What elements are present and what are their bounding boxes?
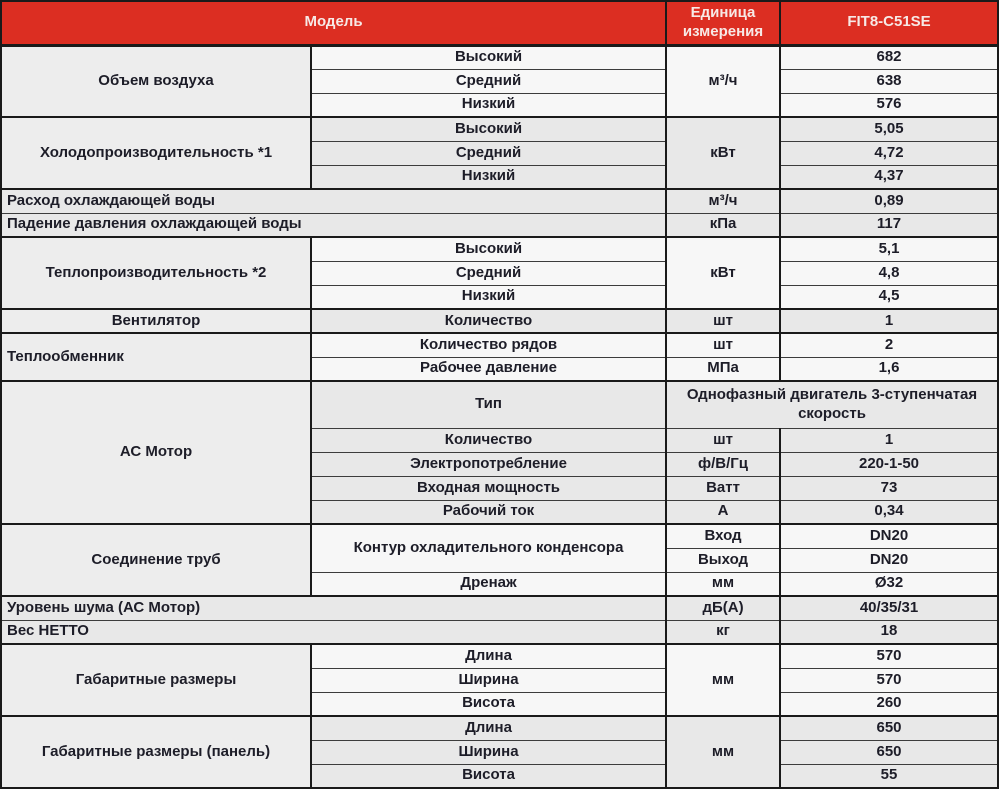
table-row <box>1 716 998 740</box>
fullwidth-label-cell: Падение давления охлаждающей воды <box>1 213 666 237</box>
group-cell: Соединение труб <box>1 524 311 596</box>
sub-cell: Количество <box>311 428 666 452</box>
sub-cell: Висота <box>311 764 666 788</box>
table-row <box>1 620 998 644</box>
value-cell: 5,05 <box>780 117 998 141</box>
unit-cell: мм <box>666 716 780 788</box>
table-header-row <box>1 1 998 45</box>
sub-cell: Длина <box>311 716 666 740</box>
value-cell: 260 <box>780 692 998 716</box>
unit-cell: Ватт <box>666 476 780 500</box>
group-cell: Габаритные размеры <box>1 644 311 716</box>
unit-cell: кг <box>666 620 780 644</box>
value-cell: 73 <box>780 476 998 500</box>
unit-cell: кВт <box>666 237 780 309</box>
group-cell: Теплообменник <box>1 333 311 381</box>
value-cell: 40/35/31 <box>780 596 998 620</box>
fullwidth-label-cell: Уровень шума (АС Мотор) <box>1 596 666 620</box>
unit-cell: МПа <box>666 357 780 381</box>
value-cell: 682 <box>780 45 998 69</box>
group-cell: Объем воздуха <box>1 45 311 117</box>
group-cell: Габаритные размеры (панель) <box>1 716 311 788</box>
sub-cell: Ширина <box>311 740 666 764</box>
value-cell: 0,89 <box>780 189 998 213</box>
sub-cell: Высокий <box>311 45 666 69</box>
table-row <box>1 189 998 213</box>
sub-cell: Тип <box>311 381 666 428</box>
table-row <box>1 596 998 620</box>
value-cell: 5,1 <box>780 237 998 261</box>
table-row <box>1 213 998 237</box>
unit-cell: шт <box>666 428 780 452</box>
value-cell: DN20 <box>780 524 998 548</box>
unit-cell: мм <box>666 644 780 716</box>
sub-cell: Количество <box>311 309 666 333</box>
table-row <box>1 381 998 428</box>
sub-cell: Рабочий ток <box>311 500 666 524</box>
sub-cell: Низкий <box>311 285 666 309</box>
sub-cell: Средний <box>311 141 666 165</box>
value-cell: DN20 <box>780 548 998 572</box>
unit-cell: шт <box>666 333 780 357</box>
table-row <box>1 524 998 548</box>
sub-cell: Дренаж <box>311 572 666 596</box>
value-cell: Ø32 <box>780 572 998 596</box>
header-model: Модель <box>1 1 666 45</box>
value-cell: 1 <box>780 428 998 452</box>
unit-cell: м³/ч <box>666 45 780 117</box>
unit-cell: кПа <box>666 213 780 237</box>
value-cell: 1 <box>780 309 998 333</box>
table-row <box>1 45 998 69</box>
value-cell: 4,37 <box>780 165 998 189</box>
unit-cell: кВт <box>666 117 780 189</box>
value-cell: 4,8 <box>780 261 998 285</box>
sub-cell: Электропотребление <box>311 452 666 476</box>
group-cell: АС Мотор <box>1 381 311 524</box>
value-cell: 0,34 <box>780 500 998 524</box>
unit-cell: м³/ч <box>666 189 780 213</box>
value-cell: 576 <box>780 93 998 117</box>
value-cell: 18 <box>780 620 998 644</box>
unit-cell: А <box>666 500 780 524</box>
unit-cell: Выход <box>666 548 780 572</box>
value-cell: 4,5 <box>780 285 998 309</box>
sub-cell: Длина <box>311 644 666 668</box>
value-cell: 4,72 <box>780 141 998 165</box>
sub-cell: Количество рядов <box>311 333 666 357</box>
group-cell: Теплопроизводительность *2 <box>1 237 311 309</box>
table-row <box>1 333 998 357</box>
sub-cell: Средний <box>311 261 666 285</box>
table-row <box>1 117 998 141</box>
sub-cell: Входная мощность <box>311 476 666 500</box>
sub-cell: Высокий <box>311 117 666 141</box>
fullwidth-label-cell: Расход охлаждающей воды <box>1 189 666 213</box>
value-cell: 650 <box>780 740 998 764</box>
fullwidth-label-cell: Вес НЕТТО <box>1 620 666 644</box>
sub-cell: Низкий <box>311 165 666 189</box>
value-cell: 117 <box>780 213 998 237</box>
table-row <box>1 644 998 668</box>
sub-cell: Низкий <box>311 93 666 117</box>
sub-cell: Ширина <box>311 668 666 692</box>
value-cell: 55 <box>780 764 998 788</box>
table-row <box>1 309 998 333</box>
value-cell: 220-1-50 <box>780 452 998 476</box>
sub-cell: Высокий <box>311 237 666 261</box>
sub-cell: Рабочее давление <box>311 357 666 381</box>
unit-cell: дБ(А) <box>666 596 780 620</box>
value-cell: 570 <box>780 668 998 692</box>
sub-cell: Висота <box>311 692 666 716</box>
table-row <box>1 237 998 261</box>
sub-cell: Контур охладительного конденсора <box>311 524 666 572</box>
value-cell: 1,6 <box>780 357 998 381</box>
unit-cell: шт <box>666 309 780 333</box>
unit-cell: ф/В/Гц <box>666 452 780 476</box>
header-product-model: FIT8-C51SE <box>780 1 998 45</box>
value-cell: 650 <box>780 716 998 740</box>
sub-cell: Средний <box>311 69 666 93</box>
value-cell: 638 <box>780 69 998 93</box>
group-cell: Холодопроизводительность *1 <box>1 117 311 189</box>
unit-cell: мм <box>666 572 780 596</box>
value-cell: Однофазный двигатель 3-ступенчатая скорость <box>666 381 998 428</box>
value-cell: 2 <box>780 333 998 357</box>
unit-cell: Вход <box>666 524 780 548</box>
group-cell: Вентилятор <box>1 309 311 333</box>
value-cell: 570 <box>780 644 998 668</box>
header-unit: Единица измерения <box>666 1 780 45</box>
